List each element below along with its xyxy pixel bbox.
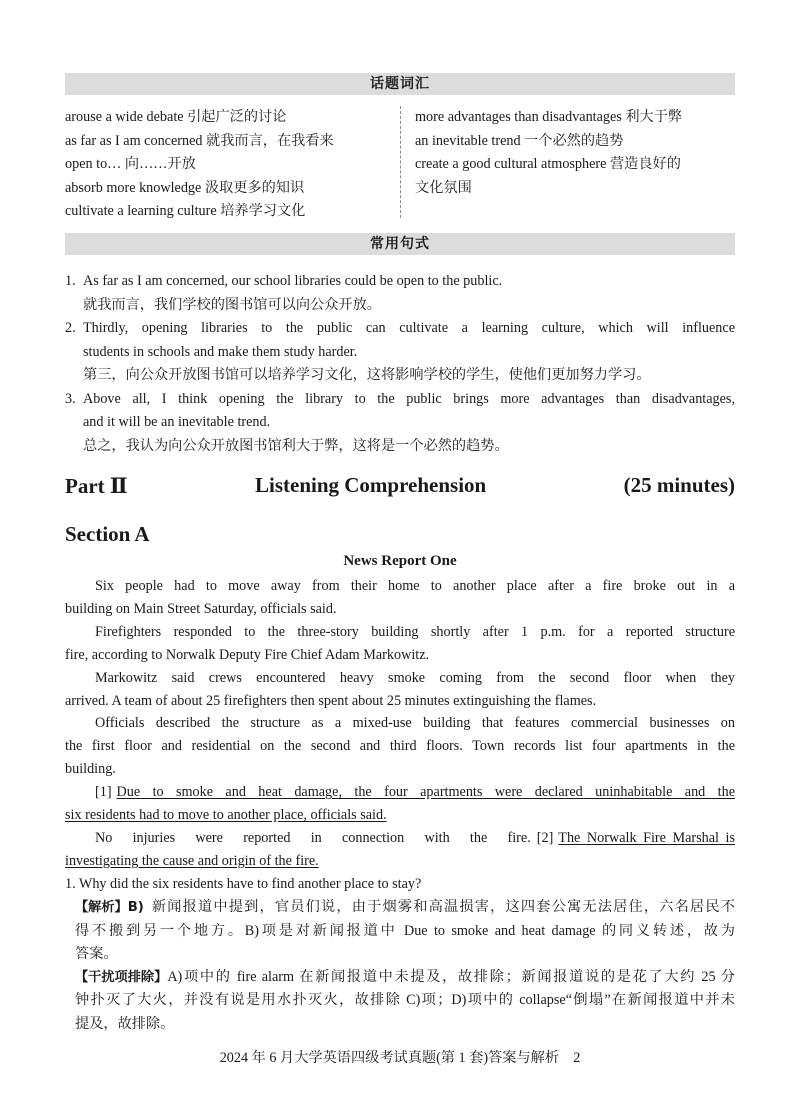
report-line: building on Main Street Saturday, officials said.	[65, 600, 337, 617]
key-sentence-1: Due to smoke and heat damage, the four apartments were declared uninhabitable and the	[116, 784, 735, 801]
vocab-header: 话题词汇	[65, 73, 735, 95]
part-title: Listening Comprehension	[255, 473, 487, 497]
report-line: Markowitz said crews encountered heavy smoke coming from the second floor when they	[95, 669, 735, 686]
report-line: the first floor and residential on the second and third floors. Town records list four apartments in the	[65, 738, 735, 755]
report-line	[65, 781, 735, 804]
question-block	[65, 873, 735, 1036]
distractor-text: 钟扑灭了大火，并没有说是用水扑灭火，故排除 C)项；D)项中的 collapse“倒塌”在新闻报道中并未	[75, 992, 735, 1009]
distractor-line	[65, 966, 735, 989]
sentence-number: 2.	[65, 320, 76, 336]
sentence-en-cont: students in schools and make them study harder.	[83, 343, 358, 360]
distractor-text: A)项中的 fire alarm 在新闻报道中未提及，故排除；新闻报道说的是花了大约 25 分	[167, 969, 735, 986]
vocab-left-column	[65, 106, 334, 224]
report-line: Officials described the structure as a mixed-use building that features commercial businesses on	[95, 715, 735, 732]
part-label: Part Ⅱ	[65, 474, 128, 498]
marker-1: [1]	[95, 784, 112, 801]
vocab-item: cultivate a learning culture 培养学习文化	[65, 203, 306, 219]
sentence-en: Above all, I think opening the library to the public brings more advantages than disadvantages,	[83, 390, 735, 407]
analysis-text: 新闻报道中提到，官员们说，由于烟雾和高温损害，这四套公寓无法居住，六名居民不	[151, 899, 735, 916]
report-text: No injuries were reported in connection with the fire.	[95, 829, 531, 846]
sentence-item	[65, 317, 735, 388]
vocab-divider	[400, 106, 401, 218]
vocab-item: 文化氛围	[415, 179, 472, 196]
vocab-item: arouse a wide debate 引起广泛的讨论	[65, 109, 287, 125]
analysis-line	[65, 896, 735, 919]
sentence-cn: 第三，向公众开放图书馆可以培养学习文化，这将影响学校的学生，使他们更加努力学习。	[83, 367, 651, 383]
news-report	[65, 575, 735, 873]
report-title: News Report One	[343, 553, 457, 569]
page-footer: 2024 年 6 月大学英语四级考试真题(第 1 套)答案与解析 2	[219, 1050, 581, 1066]
sentence-number: 3.	[65, 390, 76, 407]
part-heading	[65, 473, 735, 499]
report-line: fire, according to Norwalk Deputy Fire Chief Adam Markowitz.	[65, 646, 430, 663]
sentence-item	[65, 388, 735, 459]
sentence-list	[65, 270, 735, 458]
question: 1. Why did the six residents have to find another place to stay?	[65, 876, 422, 892]
sentence-number: 1.	[65, 273, 76, 289]
sentence-header: 常用句式	[65, 233, 735, 255]
key-sentence-2: The Norwalk Fire Marshal is	[558, 829, 735, 846]
report-line: Firefighters responded to the three-story building shortly after 1 p.m. for a reported structure	[95, 623, 735, 640]
vocab-item: more advantages than disadvantages 利大于弊	[415, 109, 683, 125]
report-line	[65, 827, 735, 850]
key-sentence-2-cont: investigating the cause and origin of the fire.	[65, 852, 319, 869]
analysis-text: 得不搬到另一个地方。B)项是对新闻报道中 Due to smoke and heat damage 的同义转述，故为	[75, 922, 735, 939]
vocab-item: as far as I am concerned 就我而言，在我看来	[65, 132, 334, 149]
sentence-en: As far as I am concerned, our school libraries could be open to the public.	[83, 273, 503, 289]
marker-2: [2]	[536, 829, 554, 846]
vocab-item: an inevitable trend 一个必然的趋势	[415, 132, 624, 149]
distractor-tag: 【干扰项排除】	[75, 970, 168, 986]
sentence-en: Thirdly, opening libraries to the public can cultivate a learning culture, which will influence	[83, 320, 735, 336]
part-time: (25 minutes)	[623, 473, 735, 497]
analysis-text: 答案。	[75, 945, 118, 962]
section-heading: Section A	[65, 522, 150, 546]
vocab-item: create a good cultural atmosphere 营造良好的	[415, 156, 681, 172]
distractor-text: 提及，故排除。	[75, 1015, 175, 1032]
sentence-item	[65, 270, 735, 317]
report-line: Six people had to move away from their home to another place after a fire broke out in a	[95, 578, 735, 594]
sentence-en-cont: and it will be an inevitable trend.	[83, 414, 271, 430]
analysis-tag: 【解析】B)	[75, 900, 144, 916]
report-line: building.	[65, 761, 116, 778]
vocab-right-column	[415, 106, 735, 200]
sentence-cn: 总之，我认为向公众开放图书馆利大于弊，这将是一个必然的趋势。	[83, 437, 509, 454]
vocab-item: open to… 向……开放	[65, 156, 196, 172]
key-sentence-1-cont: six residents had to move to another place, officials said.	[65, 807, 387, 824]
report-line: arrived. A team of about 25 firefighters then spent about 25 minutes extinguishing the flames.	[65, 692, 597, 709]
vocab-item: absorb more knowledge 汲取更多的知识	[65, 179, 305, 196]
sentence-cn: 就我而言，我们学校的图书馆可以向公众开放。	[83, 296, 381, 313]
